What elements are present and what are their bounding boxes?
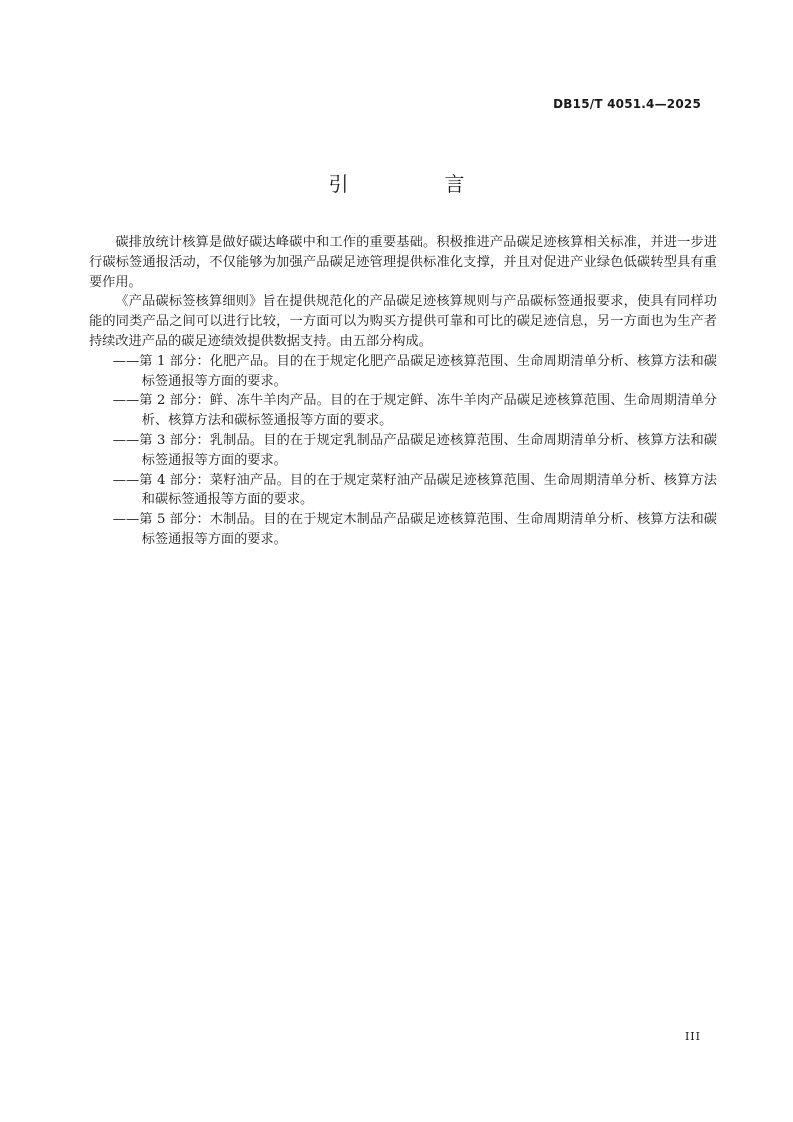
standard-code: DB15/T 4051.4—2025 <box>553 97 701 111</box>
intro-paragraph-2: 《产品碳标签核算细则》旨在提供规范化的产品碳足迹核算规则与产品碳标签通报要求，使具有同样功能的同类产品之间可以进行比较，一方面可以为购买方提供可靠和可比的碳足迹信息，另一方面也为生产者持续改进产品的碳足迹绩效提供数据支持。由五部分构成。 <box>89 294 717 349</box>
part-item-2: ——第 2 部分：鲜、冻牛羊肉产品。目的在于规定鲜、冻牛羊肉产品碳足迹核算范围、生命周期清单分析、核算方法和碳标签通报等方面的要求。 <box>112 393 717 429</box>
page-number: III <box>684 1030 701 1043</box>
part-item-1: ——第 1 部分：化肥产品。目的在于规定化肥产品碳足迹核算范围、生命周期清单分析、核算方法和碳标签通报等方面的要求。 <box>112 353 717 389</box>
part-item-3: ——第 3 部分：乳制品。目的在于规定乳制品产品碳足迹核算范围、生命周期清单分析、核算方法和碳标签通报等方面的要求。 <box>112 432 717 468</box>
intro-paragraph-1: 碳排放统计核算是做好碳达峰碳中和工作的重要基础。积极推进产品碳足迹核算相关标准，并进一步进行碳标签通报活动，不仅能够为加强产品碳足迹管理提供标准化支撑，并且对促进产业绿色低碳转型具有重要作用。 <box>89 235 717 290</box>
introduction-body <box>89 233 717 550</box>
part-item-4: ——第 4 部分：菜籽油产品。目的在于规定菜籽油产品碳足迹核算范围、生命周期清单分析、核算方法和碳标签通报等方面的要求。 <box>112 472 717 508</box>
page-title: 引 言 <box>328 172 503 196</box>
part-item-5: ——第 5 部分：木制品。目的在于规定木制品产品碳足迹核算范围、生命周期清单分析、核算方法和碳标签通报等方面的要求。 <box>112 512 717 547</box>
